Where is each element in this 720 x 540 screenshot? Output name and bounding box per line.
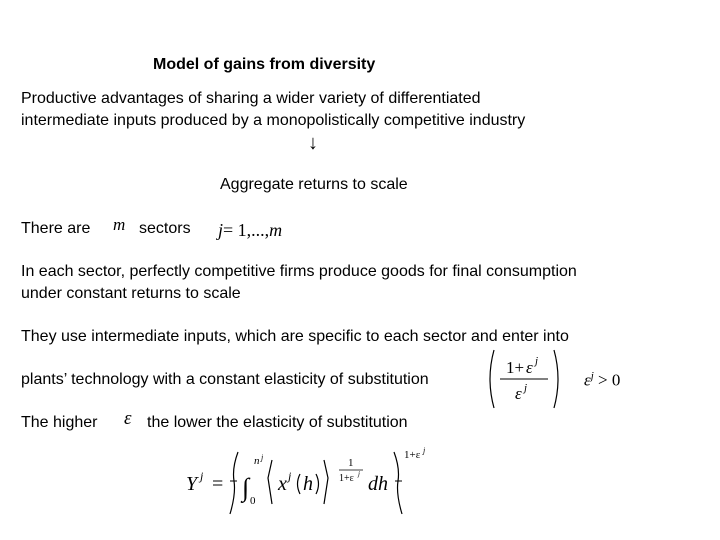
elasticity-numerator-sup: j (535, 355, 539, 367)
intro-line-1: Productive advantages of sharing a wider variety of differentiated (21, 90, 481, 107)
pf-x: x (278, 473, 287, 495)
pf-int-lower: 0 (250, 495, 256, 507)
eps-positive-condition (584, 370, 620, 391)
elasticity-numerator-eps: ε (526, 358, 533, 377)
pf-frac-den: 1+ε (339, 473, 354, 484)
use-inputs-line-1: They use intermediate inputs, which are specific to each sector and enter into (21, 328, 569, 345)
elasticity-numerator-one-plus: 1+ (506, 358, 525, 377)
pf-frac-num: 1 (348, 457, 354, 469)
sectors-text: sectors (139, 220, 191, 237)
pf-int-upper-sup: j (261, 453, 264, 462)
slide-title: Model of gains from diversity (153, 56, 376, 73)
m-symbol: m (113, 215, 126, 234)
aggregate-returns: Aggregate returns to scale (220, 176, 408, 193)
pf-left-brace (230, 452, 238, 514)
lower-elasticity-text: the lower the elasticity of substitution (147, 414, 408, 431)
pf-h: h (303, 473, 313, 495)
sector-index-j: j (218, 220, 224, 240)
pf-right-bracket (324, 460, 328, 504)
pf-right-paren (316, 474, 319, 494)
pf-outer-exp: 1+ε (404, 449, 421, 461)
there-are-text: There are (21, 220, 91, 237)
pf-Y-sup: j (200, 469, 204, 483)
production-function (182, 448, 442, 518)
eps-symbol: ε (124, 408, 132, 429)
sector-index-range: = 1,..., (223, 220, 270, 240)
elasticity-denominator-sup: j (524, 382, 528, 394)
eps-positive-sup: j (590, 370, 594, 382)
pf-dh: dh (368, 473, 388, 495)
pf-integral: ∫ (242, 473, 250, 502)
pf-outer-exp-sup: j (423, 446, 426, 455)
each-sector-line-1: In each sector, perfectly competitive firms produce goods for final consumption (21, 263, 577, 280)
pf-int-upper: n (254, 455, 260, 467)
each-sector-line-2: under constant returns to scale (21, 285, 241, 302)
down-arrow-icon: ↓ (308, 132, 318, 154)
sector-index-expression (218, 220, 282, 241)
use-inputs-line-2: plants’ technology with a constant elasticity of substitution (21, 371, 429, 388)
pf-left-bracket (268, 460, 272, 504)
intro-line-2: intermediate inputs produced by a monopolistically competitive industry (21, 112, 526, 129)
pf-right-brace (394, 452, 402, 514)
pf-frac-den-sup: j (358, 470, 360, 478)
elasticity-fraction (486, 348, 566, 410)
elasticity-denominator-eps: ε (515, 384, 522, 403)
eps-positive-rest: > 0 (593, 370, 621, 390)
the-higher-text: The higher (21, 414, 98, 431)
pf-Y: Y (186, 473, 198, 495)
pf-equals: = (212, 473, 224, 495)
pf-left-paren (298, 474, 301, 494)
pf-x-sup: j (288, 469, 292, 483)
sector-index-m: m (269, 220, 283, 240)
eps-positive-eps: ε (584, 370, 591, 390)
